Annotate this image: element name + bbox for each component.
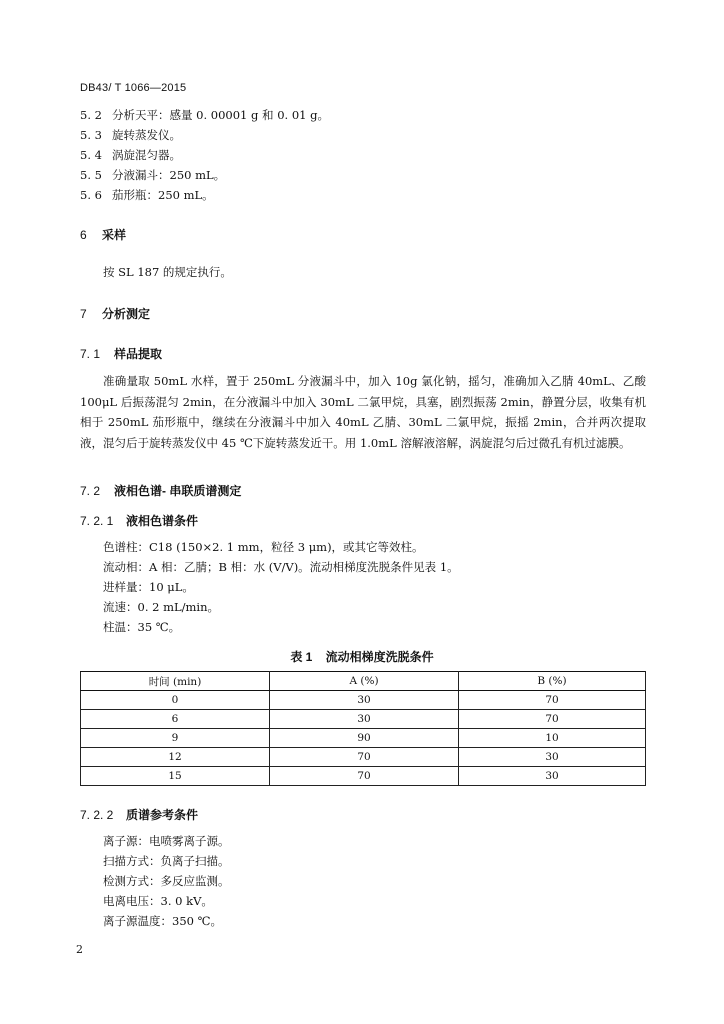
standard-code-header: DB43/ T 1066—2015 (80, 82, 187, 94)
section-title: 采样 (102, 228, 127, 242)
item-number: 5. 4 (80, 148, 102, 162)
equipment-item (80, 127, 181, 143)
item-text: 旋转蒸发仪。 (112, 128, 181, 142)
ms-condition-line: 检测方式：多反应监测。 (103, 874, 230, 888)
section-7-2-heading (80, 482, 241, 499)
table-row (81, 691, 646, 710)
section-number: 7. 2. 1 (80, 514, 114, 528)
section-title: 液相色谱条件 (126, 514, 199, 528)
table-cell: 30 (459, 767, 646, 786)
table-cell: 6 (81, 710, 270, 729)
table-cell: 0 (81, 691, 270, 710)
lc-condition-line: 色谱柱：C18 (150×2. 1 mm，粒径 3 μm)，或其它等效柱。 (103, 540, 424, 554)
table-header-cell: A (%) (270, 672, 459, 691)
equipment-item (80, 187, 214, 203)
table-header-row (81, 672, 646, 691)
table-cell: 9 (81, 729, 270, 748)
table-cell: 70 (270, 767, 459, 786)
lc-condition-line: 流动相：A 相：乙腈；B 相：水 (V/V)。流动相梯度洗脱条件见表 1。 (103, 560, 459, 574)
item-number: 5. 6 (80, 188, 102, 202)
lc-condition-line: 流速：0. 2 mL/min。 (103, 600, 220, 614)
lc-condition-line: 柱温：35 ℃。 (103, 620, 181, 634)
table-cell: 15 (81, 767, 270, 786)
table-row (81, 729, 646, 748)
table-cell: 10 (459, 729, 646, 748)
section-7-1-heading (80, 345, 162, 362)
section-7-2-2-heading (80, 806, 198, 823)
table-cell: 70 (459, 710, 646, 729)
section-number: 7. 2 (80, 484, 101, 498)
section-6-heading (80, 226, 126, 243)
item-text: 涡旋混匀器。 (112, 148, 181, 162)
section-title: 液相色谱- 串联质谱测定 (114, 484, 242, 498)
table-cell: 70 (459, 691, 646, 710)
item-text: 分液漏斗：250 mL。 (112, 168, 226, 182)
table-cell: 70 (270, 748, 459, 767)
section-6-text: 按 SL 187 的规定执行。 (103, 265, 232, 279)
table-cell: 30 (459, 748, 646, 767)
table-header-cell: B (%) (459, 672, 646, 691)
section-number: 6 (80, 228, 87, 242)
item-number: 5. 2 (80, 108, 102, 122)
ms-condition-line: 离子源：电喷雾离子源。 (103, 834, 230, 848)
equipment-item (80, 147, 181, 163)
section-number: 7. 1 (80, 347, 101, 361)
item-number: 5. 3 (80, 128, 102, 142)
table-cell: 30 (270, 710, 459, 729)
gradient-elution-table (80, 671, 646, 786)
section-7-1-paragraph: 准确量取 50mL 水样，置于 250mL 分液漏斗中，加入 10g 氯化钠，摇匀，准确加入乙腈 40mL、乙酸 100μL 后振荡混匀 2min，在分液漏斗中加入 30mL 二氯甲烷，具塞，剧烈振荡 2min，静置分层，收集有机相于 250mL 茄形瓶中，继续在分液漏斗中加入 40mL 乙腈、30mL 二氯甲烷，振摇 2min，合并两次提取液，混匀后于旋转蒸发仪中 45 ℃下旋转蒸发近干。用 1.0mL 溶解液溶解，涡旋混匀后过微孔有机过滤膜。 (80, 374, 646, 450)
table-cell: 30 (270, 691, 459, 710)
item-text: 分析天平：感量 0. 00001 g 和 0. 01 g。 (112, 108, 329, 122)
section-title: 质谱参考条件 (126, 808, 199, 822)
ms-condition-line: 离子源温度：350 ℃。 (103, 914, 222, 928)
section-title: 样品提取 (114, 347, 163, 361)
section-7-heading (80, 305, 150, 322)
table-row (81, 748, 646, 767)
item-text: 茄形瓶：250 mL。 (112, 188, 214, 202)
table-row (81, 767, 646, 786)
item-number: 5. 5 (80, 168, 102, 182)
ms-condition-line: 电离电压：3. 0 kV。 (103, 894, 213, 908)
section-7-2-1-heading (80, 512, 198, 529)
table-cell: 12 (81, 748, 270, 767)
table-header-cell: 时间 (min) (81, 672, 270, 691)
equipment-item (80, 167, 225, 183)
table-cell: 90 (270, 729, 459, 748)
section-title: 分析测定 (102, 307, 151, 321)
table-1-caption: 表 1 流动相梯度洗脱条件 (290, 650, 434, 664)
equipment-item (80, 107, 329, 123)
table-row (81, 710, 646, 729)
lc-condition-line: 进样量：10 μL。 (103, 580, 194, 594)
page-number: 2 (76, 943, 83, 956)
ms-condition-line: 扫描方式：负离子扫描。 (103, 854, 230, 868)
section-number: 7. 2. 2 (80, 808, 114, 822)
section-number: 7 (80, 307, 87, 321)
